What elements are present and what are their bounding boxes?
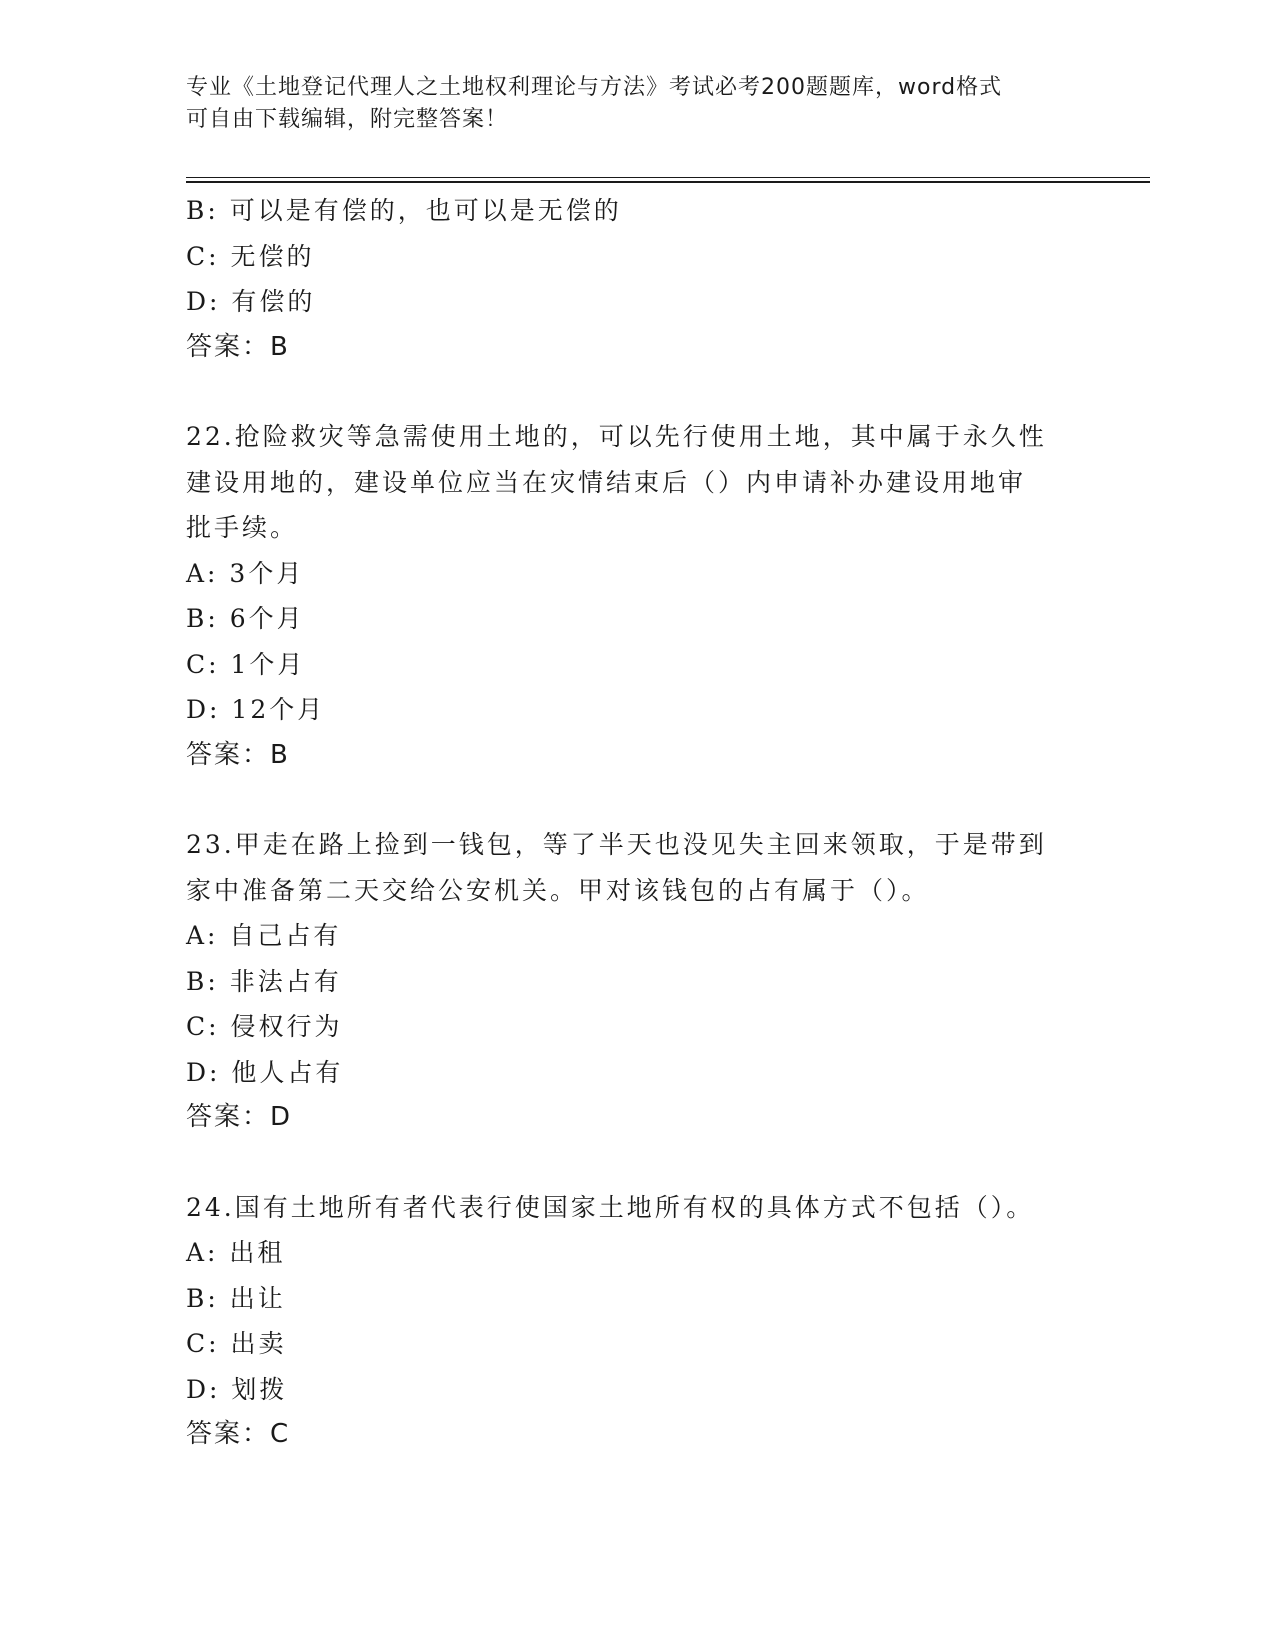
answer-line: 答案：C — [186, 1419, 291, 1449]
question-stem-line: 建设用地的，建设单位应当在灾情结束后（）内申请补办建设用地审 — [186, 467, 1027, 497]
option-b: B: 可以是有偿的，也可以是无偿的 — [186, 196, 622, 225]
option-d: D: 12个月 — [186, 695, 326, 724]
question-22 — [186, 414, 1086, 778]
option-d: D: 他人占有 — [186, 1057, 344, 1087]
spacer — [186, 778, 1086, 822]
question-stem-line: 23.甲走在路上捡到一钱包，等了半天也没见失主回来领取，于是带到 — [186, 830, 1047, 859]
option-c: C: 出卖 — [186, 1329, 287, 1358]
question-stem-line: 批手续。 — [186, 513, 299, 542]
answer-line: 答案：B — [186, 739, 290, 770]
header-divider-thick — [186, 181, 1150, 183]
question-stem-line: 家中准备第二天交给公安机关。甲对该钱包的占有属于（）。 — [186, 875, 930, 905]
header-line-2: 可自由下载编辑，附完整答案！ — [186, 107, 509, 132]
answer-line: 答案：D — [186, 1102, 293, 1132]
question-stem-line: 24.国有土地所有者代表行使国家土地所有权的具体方式不包括（）。 — [186, 1192, 1035, 1222]
option-c: C: 侵权行为 — [186, 1012, 343, 1041]
document-header — [186, 72, 1066, 136]
question-list — [186, 188, 1086, 1458]
header-divider-thin — [186, 177, 1150, 178]
question-23 — [186, 822, 1086, 1141]
header-line-1: 专业《土地登记代理人之土地权利理论与方法》考试必考200题题库，word格式 — [186, 75, 1003, 100]
option-d: D: 有偿的 — [186, 287, 316, 316]
question-24 — [186, 1185, 1086, 1458]
option-a: A: 3个月 — [186, 558, 305, 588]
spacer — [186, 370, 1086, 414]
question-21-tail — [186, 188, 1086, 370]
option-c: C: 无偿的 — [186, 241, 315, 271]
option-b: B: 6个月 — [186, 604, 305, 633]
option-d: D: 划拨 — [186, 1374, 288, 1404]
option-a: A: 自己占有 — [186, 921, 342, 950]
option-c: C: 1个月 — [186, 649, 306, 679]
option-b: B: 出让 — [186, 1283, 286, 1313]
question-stem-line: 22.抢险救灾等急需使用土地的，可以先行使用土地，其中属于永久性 — [186, 422, 1047, 451]
option-a: A: 出租 — [186, 1238, 286, 1267]
spacer — [186, 1141, 1086, 1185]
option-b: B: 非法占有 — [186, 966, 342, 996]
answer-line: 答案：B — [186, 331, 290, 362]
